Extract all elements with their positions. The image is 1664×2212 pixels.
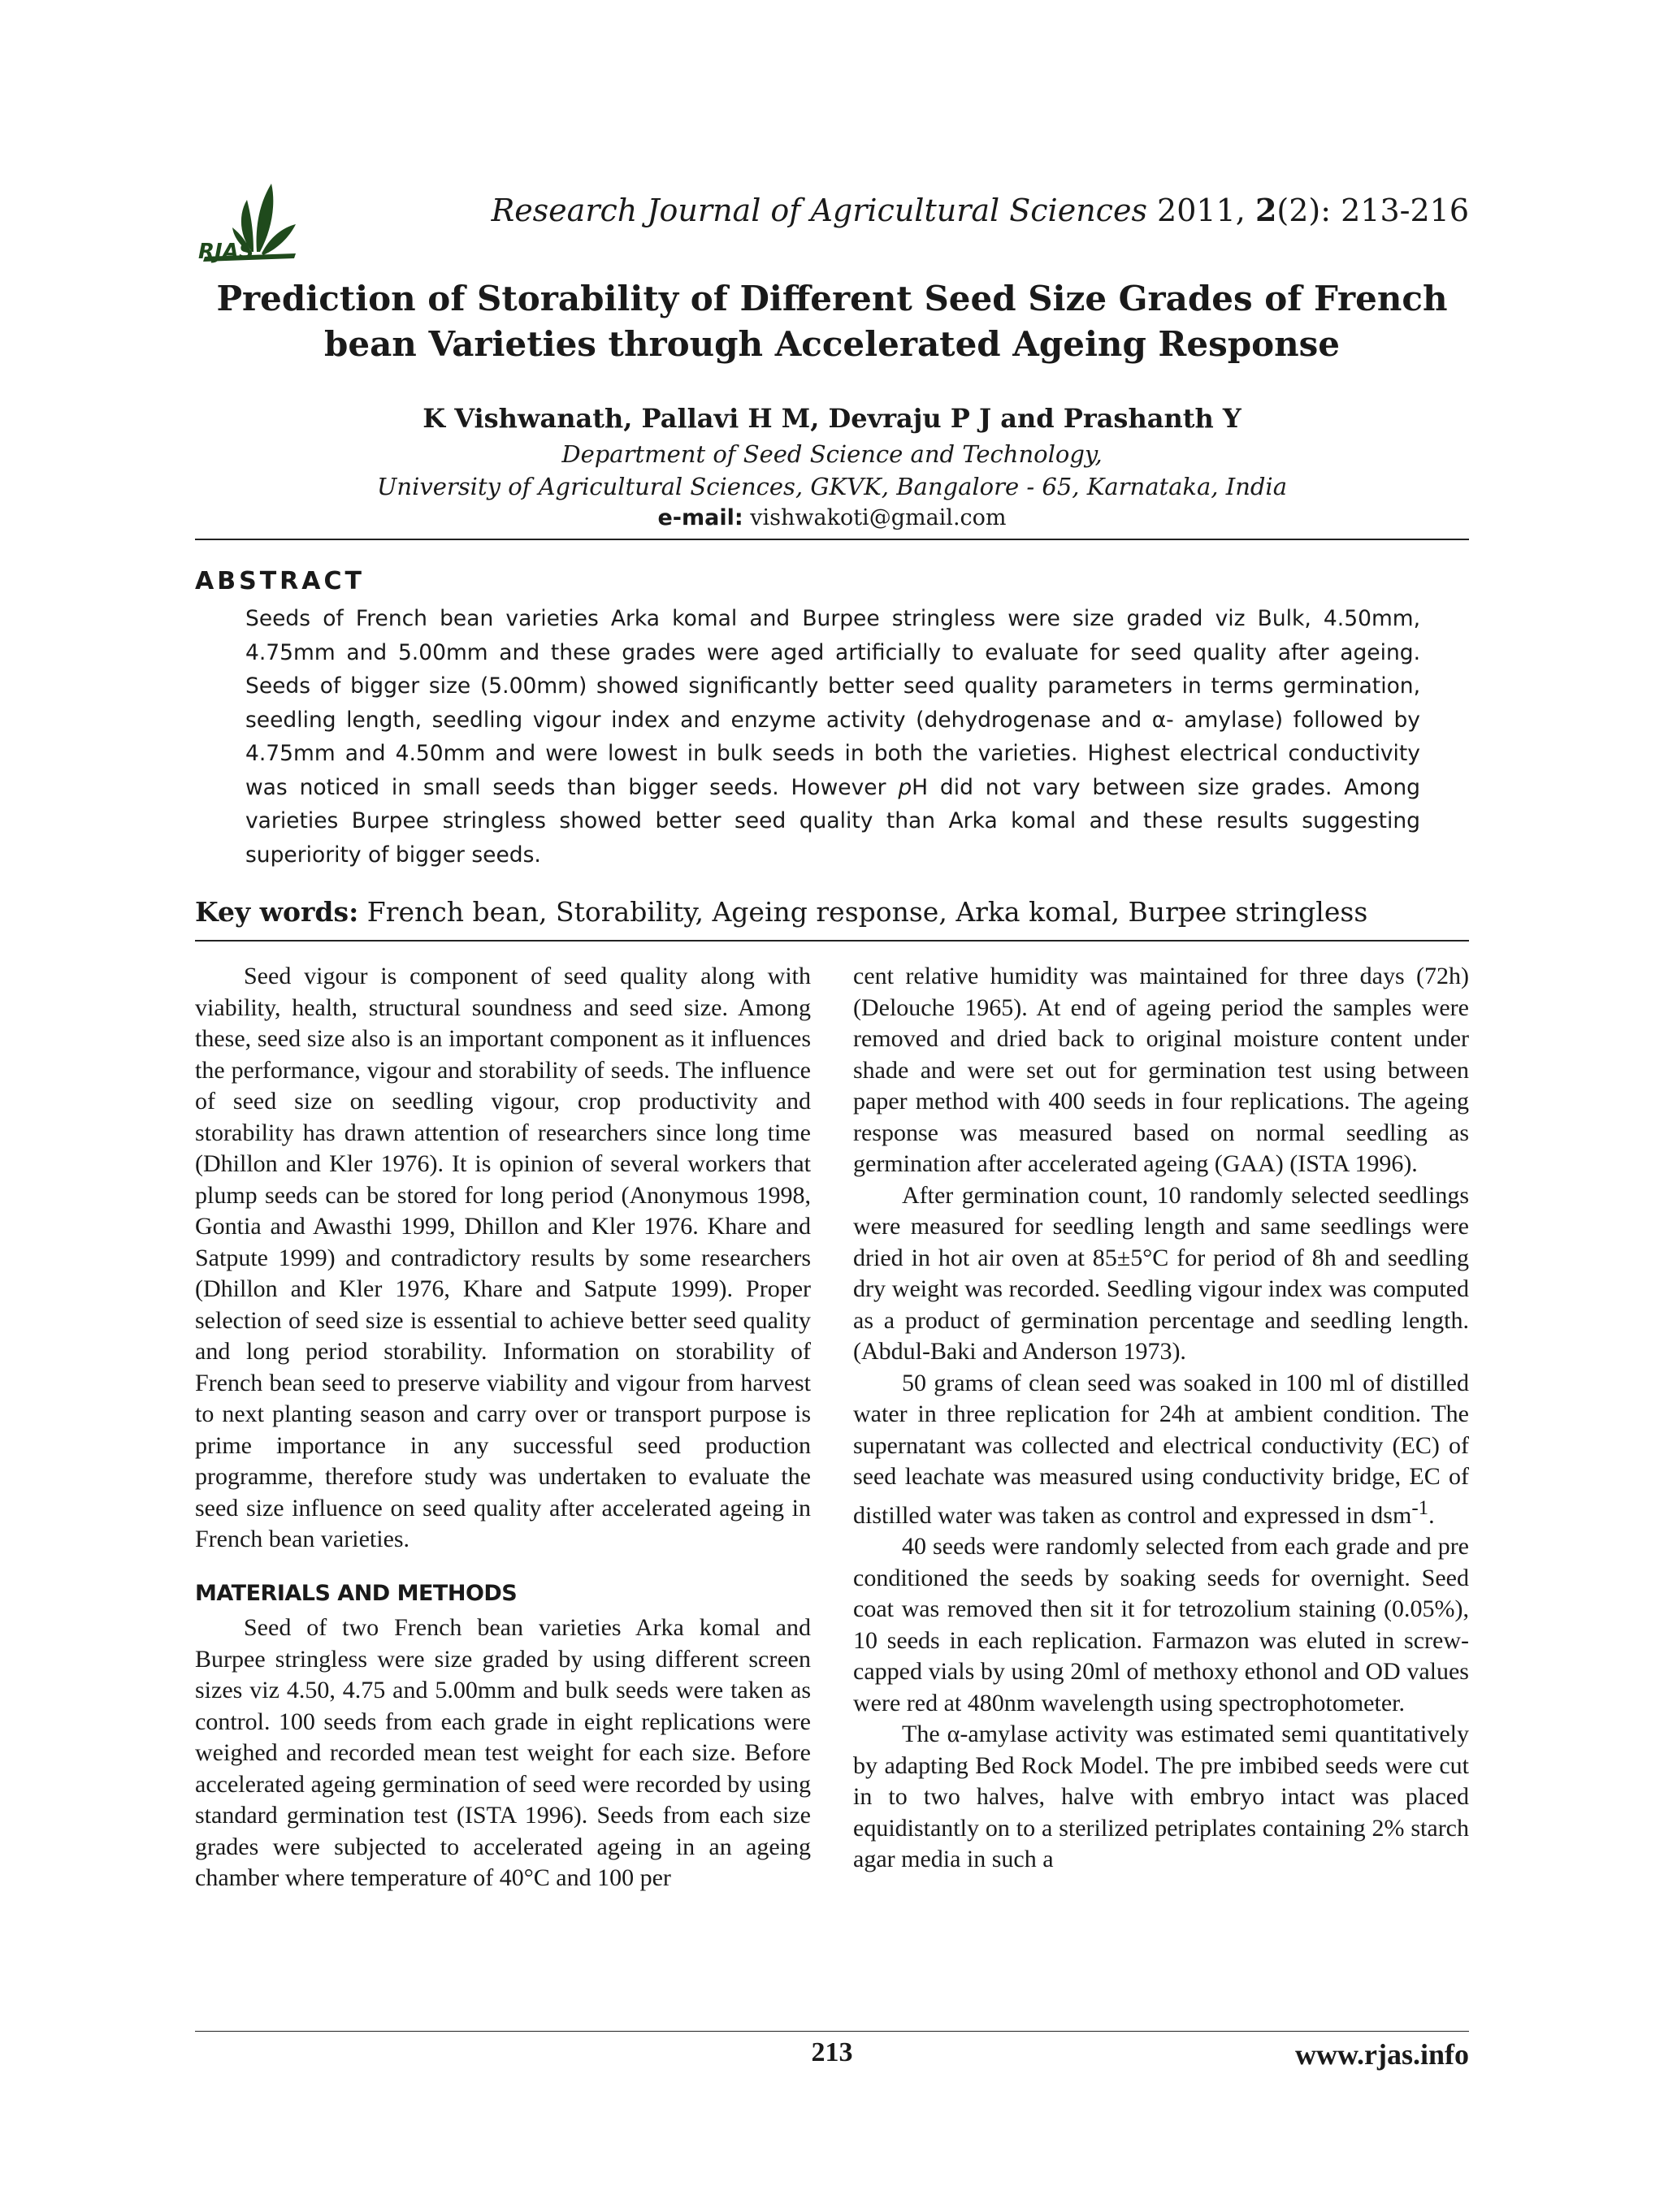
ph-italic: p	[898, 774, 912, 800]
amylase-paragraph: The α-amylase activity was estimated semi quantitatively by adapting Bed Rock Model. The pre imbibed seeds were cut in to two halves, halve with embryo intact was placed equidistantly on to a sterilized petriplates containing 2% starch agar media in such a	[853, 1721, 1469, 1872]
article-title: Prediction of Storability of Different Seed Size Grades of French bean Varieties through Accelerated Ageing Response	[216, 279, 1448, 364]
header-divider	[195, 539, 1469, 540]
journal-issue-pages: (2): 213-216	[1276, 193, 1469, 228]
seedling-paragraph: After germination count, 10 randomly selected seedlings were measured for seedling length and same seedlings were dried in hot air oven at 85±5°C for period of 8h and seedling dry weight was recorded. Seedling vigour index was computed as a product of germination percentage and seedling length. (Abdul-Baki and Anderson 1973).	[853, 1181, 1469, 1365]
contact-email	[195, 505, 1469, 530]
keywords-text: French bean, Storability, Ageing response, Arka komal, Burpee stringless	[366, 896, 1368, 928]
journal-year: 2011,	[1157, 193, 1246, 228]
rjas-logo	[193, 180, 301, 270]
journal-name: Research Journal of Agricultural Sciences	[491, 193, 1147, 228]
body-column-right	[853, 961, 1469, 1876]
keywords-divider	[195, 940, 1469, 942]
logo-text: RJAS	[198, 240, 254, 264]
methods-paragraph: Seed of two French bean varieties Arka komal and Burpee stringless were size graded by using different screen sizes viz 4.50, 4.75 and 5.00mm and bulk seeds were taken as control. 100 seeds from each grade in eight replications were weighed and recorded mean test weight for each size. Before accelerated ageing germination of seed were recorded by using standard germination test (ISTA 1996). Seeds from each size grades were subjected to accelerated ageing in an ageing chamber where temperature of 40°C and 100 per	[195, 1614, 811, 1891]
journal-citation	[491, 192, 1469, 228]
abstract-text: Seeds of French bean varieties Arka komal and Burpee stringless were size graded viz Bulk, 4.50mm, 4.75mm and 5.00mm and these grades were aged artificially to evaluate for seed quality after ageing. Seeds of bigger size (5.00mm) showed significantly better seed quality parameters in terms germination, seedling length, seedling vigour index and enzyme activity (dehydrogenase and α- amylase) followed by 4.75mm and 4.50mm and were lowest in bulk seeds in both the varieties. Highest electrical conductivity was noticed in small seeds than bigger seeds. However pH did not vary between size grades. Among varieties Burpee stringless showed better seed quality than Arka komal and these results suggesting superiority of bigger seeds.	[245, 606, 1420, 868]
tetrazolium-paragraph: 40 seeds were randomly selected from each grade and pre conditioned the seeds by soaking seeds for overnight. Seed coat was removed then sit it for tetrozolium staining (0.05%), 10 seeds in each replication. Farmazon was eluted in screw-capped vials by using 20ml of methoxy ethonol and OD values were red at 480nm wavelength using spectrophotometer.	[853, 1533, 1469, 1716]
keywords-label: Key words:	[195, 896, 359, 928]
footer-divider	[195, 2031, 1469, 2032]
intro-paragraph: Seed vigour is component of seed quality along with viability, health, structural soundness and seed size. Among these, seed size also is an important component as it influences the performance, vigour and storability of seeds. The influence of seed size on seedling vigour, crop productivity and storability has drawn attention of researchers since long time (Dhillon and Kler 1976). It is opinion of several workers that plump seeds can be stored for long period (Anonymous 1998, Gontia and Awasthi 1999, Dhillon and Kler 1976. Khare and Satpute 1999) and contradictory results by some researchers (Dhillon and Kler 1976, Khare and Satpute 1999). Proper selection of seed size is essential to achieve better seed quality and long period storability. Information on storability of French bean seed to preserve viability and vigour from harvest to next planting season and carry over or transport purpose is prime importance in any successful seed production programme, therefore study was undertaken to evaluate the seed size influence on seed quality after accelerated ageing in French bean varieties.	[195, 963, 811, 1552]
affiliation-department: Department of Seed Science and Technology,	[561, 440, 1103, 468]
email-address[interactable]: vishwakoti@gmail.com	[750, 505, 1007, 530]
journal-website-link[interactable]: www.rjas.info	[1295, 2038, 1469, 2071]
body-column-left	[195, 961, 811, 1894]
ec-paragraph: 50 grams of clean seed was soaked in 100 ml of distilled water in three replication for 24h at ambient condition. The supernatant was collected and electrical conductivity (EC) of seed leachate was measured using conductivity bridge, EC of distilled water was taken as control and expressed in dsm$^{-1}$.	[853, 1369, 1469, 1529]
keywords-line	[195, 896, 1367, 928]
abstract-heading: ABSTRACT	[195, 567, 365, 595]
methods-heading: MATERIALS AND METHODS	[195, 1580, 518, 1606]
author-list: K Vishwanath, Pallavi H M, Devraju P J and Prashanth Y	[422, 403, 1242, 434]
journal-volume: 2	[1254, 192, 1277, 228]
ageing-paragraph: cent relative humidity was maintained for three days (72h) (Delouche 1965). At end of ageing period the samples were removed and dried back to original moisture content under shade and were set out for germination test using between paper method with 400 seeds in four replications. The ageing response was measured based on normal seedling as germination after accelerated ageing (GAA) (ISTA 1996).	[853, 963, 1469, 1177]
page-number: 213	[811, 2037, 853, 2067]
email-label: e-mail:	[657, 505, 743, 530]
affiliation-university: University of Agricultural Sciences, GKVK, Bangalore - 65, Karnataka, India	[376, 473, 1287, 500]
